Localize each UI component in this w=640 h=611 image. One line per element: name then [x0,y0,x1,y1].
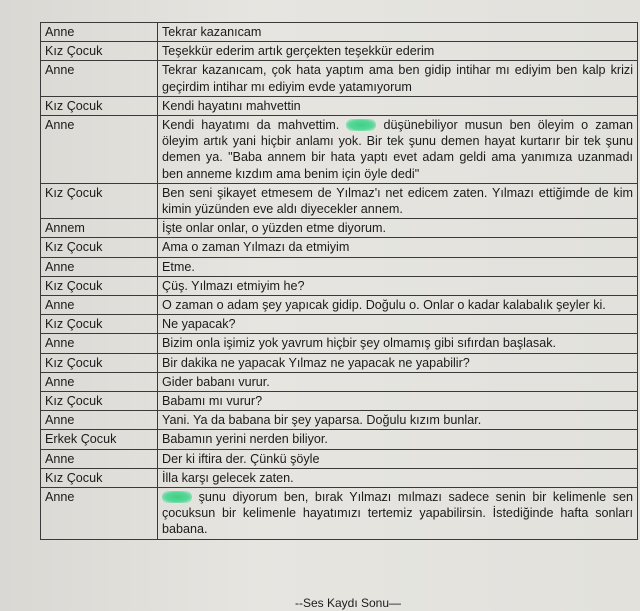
dialogue-cell: Bir dakika ne yapacak Yılmaz ne yapacak ne yapabilir? [158,353,638,372]
dialogue-cell: Kendi hayatını mahvettin [158,96,638,115]
transcript-table [40,22,638,540]
table-row [41,468,638,487]
dialogue-cell [158,488,638,540]
dialogue-text: şunu diyorum ben, bırak Yılmazı mılmazı sadece senin bir kelimenle sen çocuksun bir kelimenle hayatımızı tertemiz yapabilirsin. İstediğinde hafta sonları babana. [162,490,633,537]
speaker-cell: Anne [41,449,158,468]
speaker-cell: Kız Çocuk [41,238,158,257]
table-row [41,392,638,411]
speaker-cell: Anne [41,257,158,276]
table-row [41,96,638,115]
speaker-cell: Kız Çocuk [41,183,158,218]
speaker-cell: Kız Çocuk [41,276,158,295]
table-row [41,183,638,218]
speaker-cell: Anne [41,116,158,184]
dialogue-cell: Gider babanı vurur. [158,372,638,391]
dialogue-text: düşünebiliyor musun ben öleyim o zaman öleyim artık yani hiçbir anlamı yok. Bir tek şunu demen hayat kurtarır bir tek şunu demen ya. "Baba annem bir hata yaptı evet adam geldi ama yanımıza uzanmadı ben anneme kızdım ama benim için öyle dedi" [162,118,634,181]
dialogue-cell: Yani. Ya da babana bir şey yaparsa. Doğulu kızım bunlar. [158,411,638,430]
dialogue-cell: İşte onlar onlar, o yüzden etme diyorum. [158,219,638,238]
table-row [41,238,638,257]
speaker-cell: Kız Çocuk [41,353,158,372]
table-row [41,116,638,184]
speaker-cell: Anne [41,488,158,540]
dialogue-cell: Ben seni şikayet etmesem de Yılmaz'ı net edicem zaten. Yılmazı ettiğimde de kim kimin yüzünden eve aldı diyecekler annem. [158,183,638,218]
speaker-cell: Anne [41,334,158,353]
dialogue-cell: Tekrar kazanıcam [158,23,638,42]
table-row [41,488,638,540]
dialogue-cell: O zaman o adam şey yapıcak gidip. Doğulu o. Onlar o kadar kalabalık şeyler ki. [158,296,638,315]
dialogue-cell: Ama o zaman Yılmazı da etmiyim [158,238,638,257]
dialogue-cell: Bizim onla işimiz yok yavrum hiçbir şey olmamış gibi sıfırdan başlasak. [158,334,638,353]
table-row [41,276,638,295]
speaker-cell: Kız Çocuk [41,96,158,115]
table-row [41,411,638,430]
dialogue-cell: Babamın yerini nerden biliyor. [158,430,638,449]
speaker-cell: Anne [41,23,158,42]
speaker-cell: Kız Çocuk [41,42,158,61]
dialogue-cell: Der ki iftira der. Çünkü şöyle [158,449,638,468]
table-row [41,372,638,391]
dialogue-cell: İlla karşı gelecek zaten. [158,468,638,487]
speaker-cell: Kız Çocuk [41,315,158,334]
table-row [41,449,638,468]
dialogue-cell: Etme. [158,257,638,276]
table-row [41,257,638,276]
dialogue-cell: Çüş. Yılmazı etmiyim he? [158,276,638,295]
table-row [41,296,638,315]
table-row [41,219,638,238]
speaker-cell: Erkek Çocuk [41,430,158,449]
dialogue-cell: Babamı mı vurur? [158,392,638,411]
table-row [41,61,638,96]
table-row [41,353,638,372]
recording-end-footer: --Ses Kaydı Sonu— [294,596,402,610]
dialogue-cell: Tekrar kazanıcam, çok hata yaptım ama ben gidip intihar mı ediyim ben kalp krizi geçirdim intihar mı ediyim evde yatamıyorum [158,61,638,96]
speaker-cell: Kız Çocuk [41,468,158,487]
table-row [41,42,638,61]
table-row [41,430,638,449]
dialogue-cell [158,116,638,184]
speaker-cell: Kız Çocuk [41,392,158,411]
redacted-name-blur [162,491,192,503]
speaker-cell: Anne [41,411,158,430]
dialogue-cell: Ne yapacak? [158,315,638,334]
table-row [41,334,638,353]
speaker-cell: Anne [41,372,158,391]
speaker-cell: Anne [41,61,158,96]
redacted-name-blur [346,119,376,131]
speaker-cell: Anne [41,296,158,315]
table-row [41,23,638,42]
speaker-cell: Annem [41,219,158,238]
dialogue-text: Kendi hayatımı da mahvettim. [162,118,340,133]
dialogue-cell: Teşekkür ederim artık gerçekten teşekkür ederim [158,42,638,61]
table-row [41,315,638,334]
